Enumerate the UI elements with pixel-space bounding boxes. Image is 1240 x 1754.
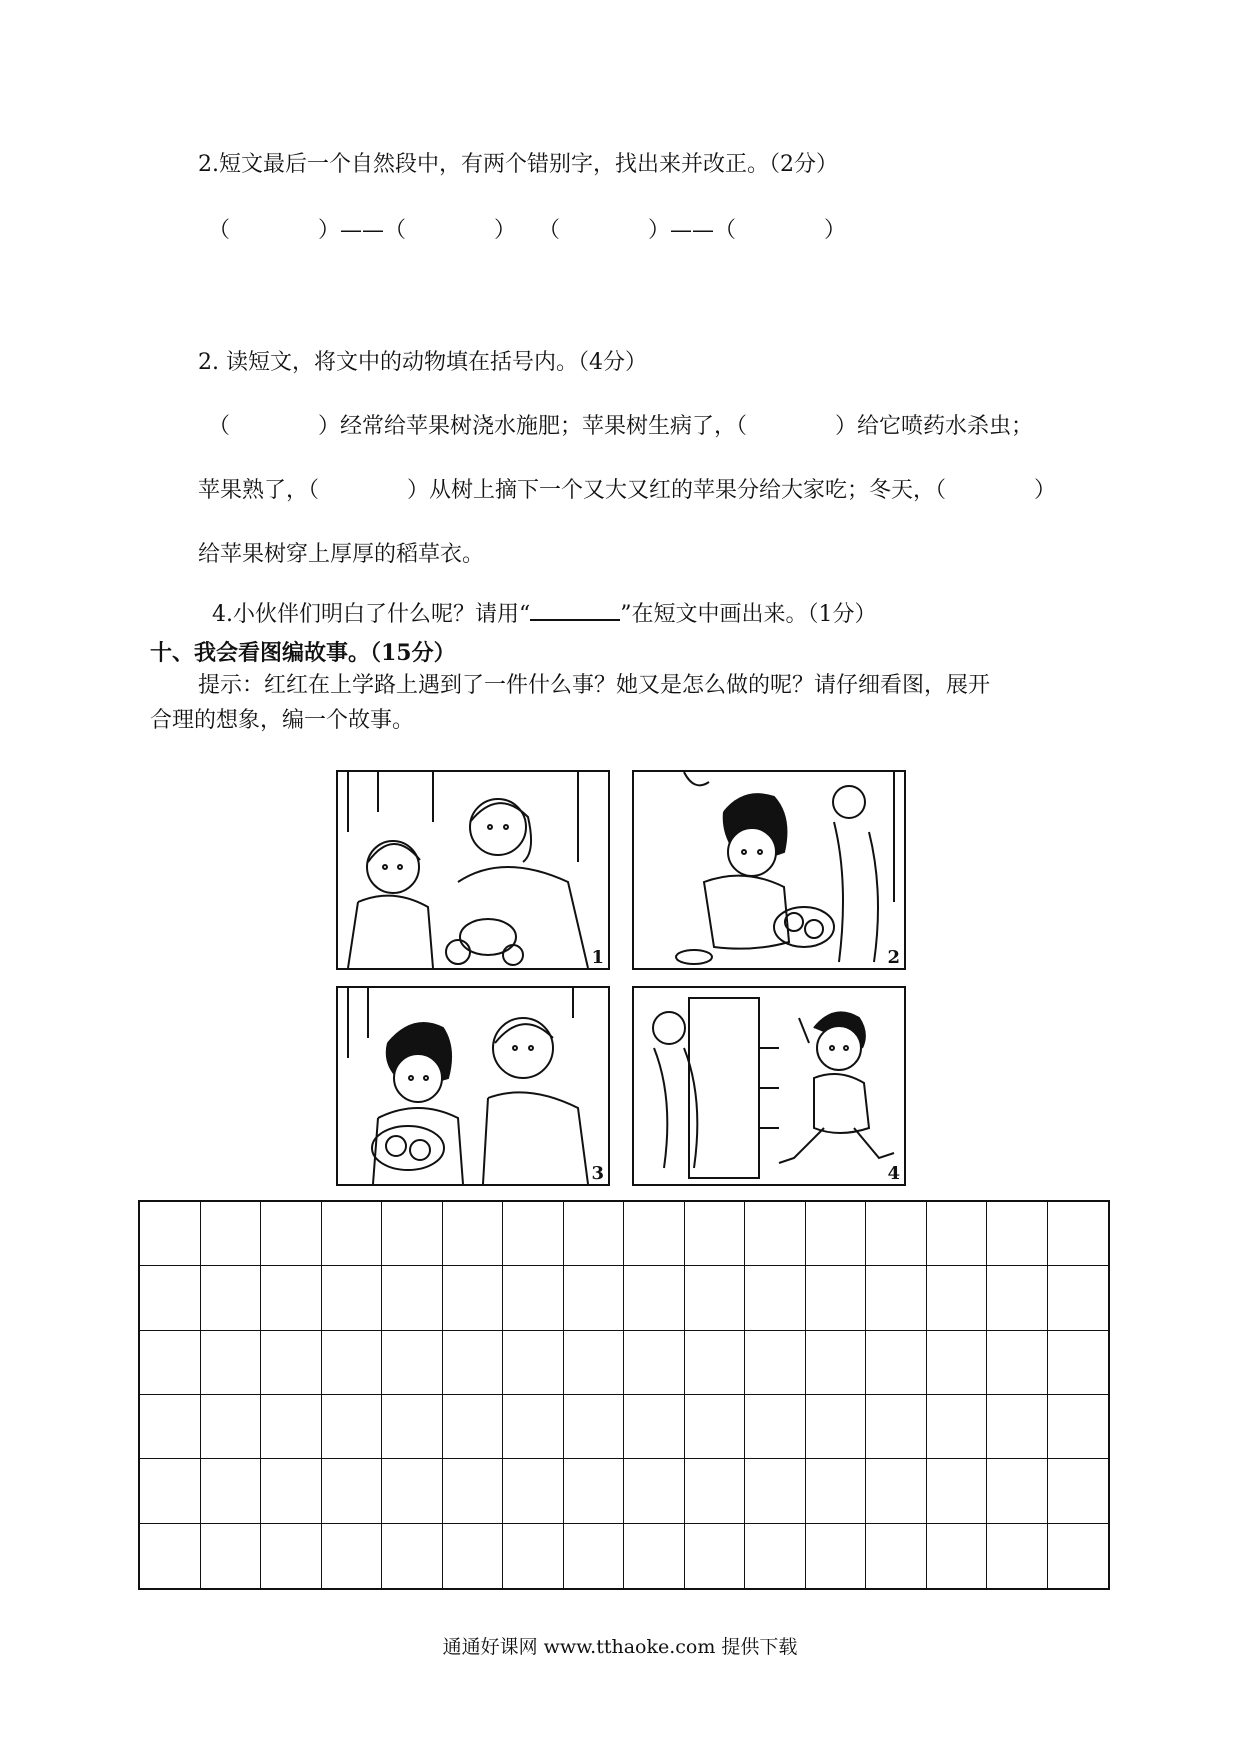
grid-cell[interactable] <box>1048 1459 1109 1523</box>
grid-cell[interactable] <box>564 1266 625 1330</box>
grid-cell[interactable] <box>503 1266 564 1330</box>
grid-cell[interactable] <box>382 1202 443 1266</box>
grid-cell[interactable] <box>987 1395 1048 1459</box>
grid-cell[interactable] <box>927 1524 988 1588</box>
question-4 <box>198 576 877 629</box>
grid-cell[interactable] <box>140 1459 201 1523</box>
panel-2-illustration <box>634 772 904 968</box>
grid-cell[interactable] <box>1048 1524 1109 1588</box>
section-10-hint-line-2: 合理的想象，编一个故事。 <box>150 708 415 733</box>
grid-cell[interactable] <box>806 1524 867 1588</box>
grid-cell[interactable] <box>806 1331 867 1395</box>
grid-cell[interactable] <box>866 1524 927 1588</box>
underline-sample <box>530 619 620 621</box>
grid-cell[interactable] <box>382 1459 443 1523</box>
grid-cell[interactable] <box>443 1459 504 1523</box>
grid-cell[interactable] <box>987 1266 1048 1330</box>
grid-cell[interactable] <box>685 1395 746 1459</box>
grid-cell[interactable] <box>745 1331 806 1395</box>
grid-cell[interactable] <box>987 1202 1048 1266</box>
grid-cell[interactable] <box>927 1331 988 1395</box>
grid-cell[interactable] <box>624 1524 685 1588</box>
grid-cell[interactable] <box>866 1202 927 1266</box>
question-animals-prompt: 2. 读短文，将文中的动物填在括号内。（4分） <box>198 350 647 375</box>
grid-cell[interactable] <box>745 1202 806 1266</box>
grid-cell[interactable] <box>866 1459 927 1523</box>
grid-cell[interactable] <box>201 1524 262 1588</box>
grid-cell[interactable] <box>1048 1266 1109 1330</box>
grid-cell[interactable] <box>624 1331 685 1395</box>
grid-cell[interactable] <box>1048 1395 1109 1459</box>
grid-cell[interactable] <box>564 1331 625 1395</box>
grid-cell[interactable] <box>261 1266 322 1330</box>
section-10-hint-line-1: 提示：红红在上学路上遇到了一件什么事？她又是怎么做的呢？请仔细看图，展开 <box>198 673 991 698</box>
grid-cell[interactable] <box>443 1266 504 1330</box>
grid-cell[interactable] <box>201 1459 262 1523</box>
grid-cell[interactable] <box>140 1395 201 1459</box>
question-animals-line-3: 给苹果树穿上厚厚的稻草衣。 <box>198 542 485 567</box>
grid-cell[interactable] <box>685 1202 746 1266</box>
grid-cell[interactable] <box>927 1266 988 1330</box>
footer-credit: 通通好课网 www.tthaoke.com 提供下载 <box>442 1636 798 1658</box>
grid-cell[interactable] <box>624 1395 685 1459</box>
grid-cell[interactable] <box>866 1331 927 1395</box>
grid-cell[interactable] <box>745 1395 806 1459</box>
grid-cell[interactable] <box>927 1395 988 1459</box>
grid-cell[interactable] <box>140 1202 201 1266</box>
grid-cell[interactable] <box>322 1202 383 1266</box>
grid-cell[interactable] <box>382 1331 443 1395</box>
grid-cell[interactable] <box>261 1202 322 1266</box>
grid-cell[interactable] <box>140 1524 201 1588</box>
grid-cell[interactable] <box>201 1202 262 1266</box>
grid-cell[interactable] <box>564 1395 625 1459</box>
grid-cell[interactable] <box>806 1459 867 1523</box>
panel-2-number: 2 <box>887 947 900 968</box>
grid-cell[interactable] <box>806 1266 867 1330</box>
grid-cell[interactable] <box>503 1524 564 1588</box>
story-panel-4 <box>632 986 906 1186</box>
grid-cell[interactable] <box>322 1459 383 1523</box>
grid-cell[interactable] <box>322 1395 383 1459</box>
question-animals-line-1[interactable]: （ ）经常给苹果树浇水施肥；苹果树生病了，（ ）给它喷药水杀虫； <box>208 414 1034 439</box>
grid-cell[interactable] <box>987 1524 1048 1588</box>
grid-cell[interactable] <box>503 1331 564 1395</box>
question-4-prefix: 4.小伙伴们明白了什么呢？请用“ <box>212 602 531 628</box>
grid-cell[interactable] <box>140 1331 201 1395</box>
grid-cell[interactable] <box>685 1331 746 1395</box>
grid-cell[interactable] <box>745 1266 806 1330</box>
grid-cell[interactable] <box>503 1395 564 1459</box>
panel-1-illustration <box>338 772 608 968</box>
question-animals-line-2[interactable]: 苹果熟了，（ ）从树上摘下一个又大又红的苹果分给大家吃；冬天，（ ） <box>198 478 1057 503</box>
grid-cell[interactable] <box>201 1331 262 1395</box>
panel-4-number: 4 <box>887 1163 900 1184</box>
grid-cell[interactable] <box>806 1202 867 1266</box>
grid-cell[interactable] <box>140 1266 201 1330</box>
grid-cell[interactable] <box>382 1524 443 1588</box>
question-typos-answer-blanks[interactable]: （ ）——（ ） （ ）——（ ） <box>208 218 847 243</box>
grid-cell[interactable] <box>443 1202 504 1266</box>
grid-cell[interactable] <box>564 1459 625 1523</box>
grid-cell[interactable] <box>745 1459 806 1523</box>
grid-cell[interactable] <box>443 1331 504 1395</box>
grid-cell[interactable] <box>564 1202 625 1266</box>
grid-cell[interactable] <box>1048 1331 1109 1395</box>
grid-cell[interactable] <box>322 1331 383 1395</box>
grid-cell[interactable] <box>806 1395 867 1459</box>
grid-cell[interactable] <box>1048 1202 1109 1266</box>
grid-cell[interactable] <box>382 1395 443 1459</box>
story-panel-1 <box>336 770 610 970</box>
story-panel-2 <box>632 770 906 970</box>
grid-cell[interactable] <box>503 1202 564 1266</box>
grid-cell[interactable] <box>685 1459 746 1523</box>
grid-cell[interactable] <box>624 1459 685 1523</box>
grid-cell[interactable] <box>201 1395 262 1459</box>
grid-cell[interactable] <box>382 1266 443 1330</box>
grid-cell[interactable] <box>866 1266 927 1330</box>
grid-cell[interactable] <box>322 1524 383 1588</box>
grid-cell[interactable] <box>503 1459 564 1523</box>
grid-cell[interactable] <box>927 1202 988 1266</box>
grid-cell[interactable] <box>987 1459 1048 1523</box>
panel-3-illustration <box>338 988 608 1184</box>
panel-3-number: 3 <box>591 1163 604 1184</box>
grid-cell[interactable] <box>261 1395 322 1459</box>
grid-cell[interactable] <box>927 1459 988 1523</box>
grid-cell[interactable] <box>201 1266 262 1330</box>
grid-cell[interactable] <box>624 1202 685 1266</box>
panel-1-number: 1 <box>591 947 604 968</box>
panel-4-illustration <box>634 988 904 1184</box>
grid-cell[interactable] <box>564 1524 625 1588</box>
grid-cell[interactable] <box>443 1395 504 1459</box>
story-panel-3 <box>336 986 610 1186</box>
grid-cell[interactable] <box>685 1524 746 1588</box>
question-4-suffix: ”在短文中画出来。（1分） <box>620 602 877 628</box>
grid-cell[interactable] <box>443 1524 504 1588</box>
section-10-title: 十、我会看图编故事。（15分） <box>150 640 456 666</box>
grid-cell[interactable] <box>261 1459 322 1523</box>
grid-cell[interactable] <box>987 1331 1048 1395</box>
grid-cell[interactable] <box>624 1266 685 1330</box>
grid-cell[interactable] <box>261 1331 322 1395</box>
grid-cell[interactable] <box>866 1395 927 1459</box>
grid-cell[interactable] <box>261 1524 322 1588</box>
grid-cell[interactable] <box>685 1266 746 1330</box>
grid-cell[interactable] <box>322 1266 383 1330</box>
question-typos-prompt: 2.短文最后一个自然段中，有两个错别字，找出来并改正。（2分） <box>198 152 838 177</box>
grid-cell[interactable] <box>745 1524 806 1588</box>
writing-grid[interactable] <box>138 1200 1110 1590</box>
